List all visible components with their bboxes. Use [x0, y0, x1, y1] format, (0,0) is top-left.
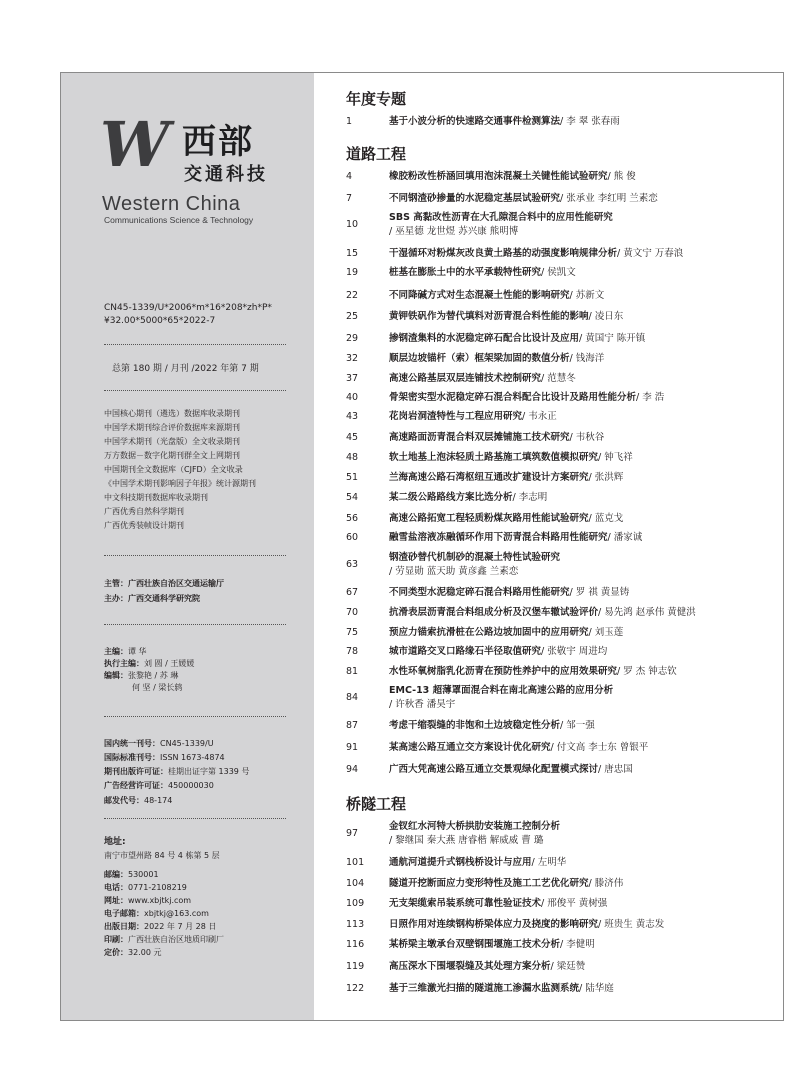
toc-page: 1 — [346, 116, 353, 127]
toc-page: 91 — [346, 742, 359, 753]
toc-page: 45 — [346, 432, 359, 443]
toc-authors: / 韦永正 — [522, 411, 557, 422]
contact-value: 0771-2108219 — [128, 883, 187, 892]
logo-english-name: Western China — [102, 193, 241, 215]
contact-label: 邮编： — [104, 870, 128, 879]
toc-page: 4 — [346, 171, 353, 182]
toc-authors: / 蓝克戈 — [588, 513, 624, 524]
toc-title: EMC-13 超薄罩面混合料在南北高速公路的应用分析 — [389, 685, 614, 696]
toc-title: 橡胶粉改性桥涵回填用泡沫混凝土关键性能试验研究 — [389, 171, 608, 182]
contact-value: 530001 — [128, 870, 159, 879]
toc-authors: / 钟飞祥 — [598, 452, 633, 463]
contact-value: 广西壮族自治区地质印刷厂 — [128, 935, 224, 944]
toc-authors: / 付文高 李士东 曾银平 — [550, 742, 649, 753]
section-heading: 年度专题 — [346, 90, 407, 108]
toc-page: 56 — [346, 513, 359, 524]
toc-page: 113 — [346, 919, 365, 930]
toc-page: 37 — [346, 373, 359, 384]
toc-authors: / 许秋香 潘昊宇 — [389, 699, 456, 710]
toc-title: 桩基在膨胀土中的水平承载特性研究 — [389, 267, 542, 278]
contact-label: 电话： — [104, 883, 128, 892]
toc-page: 29 — [346, 333, 359, 344]
registry-value: CN45-1339/U — [160, 739, 214, 748]
toc-title: 金钗红水河特大桥拱肋安装施工控制分析 — [389, 821, 561, 832]
contact-value: 32.00 元 — [128, 948, 162, 957]
toc-authors: / 巫星德 龙世煜 苏兴康 熊明博 — [389, 226, 519, 237]
toc-authors: / 班贵生 黄志发 — [598, 919, 665, 930]
toc-page: 78 — [346, 646, 359, 657]
logo-w-mark: W — [100, 108, 164, 181]
journal-logo — [100, 108, 290, 230]
toc-title: 通航河道提升式钢栈桥设计与应用 — [389, 857, 532, 868]
toc-authors: / 黄国宁 陈开镇 — [579, 333, 646, 344]
toc-authors: / 凌日东 — [588, 311, 624, 322]
indexing-item: 中国期刊全文数据库（CJFD）全文收录 — [104, 465, 243, 474]
toc-title: 高压深水下围堰裂缝及其处理方案分析 — [389, 961, 551, 972]
toc-title: 基于小波分析的快速路交通事件检测算法 — [389, 116, 561, 127]
toc-page: 75 — [346, 627, 359, 638]
toc-title: SBS 高黏改性沥青在大孔隙混合料中的应用性能研究 — [389, 212, 613, 223]
toc-authors: / 李志明 — [512, 492, 548, 503]
toc-page: 70 — [346, 607, 359, 618]
registry-label: 国际标准刊号： — [104, 753, 160, 762]
toc-authors: / 熊 俊 — [607, 171, 636, 182]
toc-authors: / 李 翠 张春雨 — [560, 116, 620, 127]
toc-title: 不同降碱方式对生态混凝土性能的影响研究 — [389, 290, 570, 301]
toc-title: 日照作用对连续钢构桥梁体应力及挠度的影响研究 — [389, 919, 599, 930]
toc-page: 7 — [346, 193, 353, 204]
toc-page: 97 — [346, 828, 359, 839]
catalog-code-line: CN45-1339/U*2006*m*16*208*zh*P* — [104, 303, 272, 313]
toc-page: 94 — [346, 764, 359, 775]
toc-title: 软土地基上泡沫轻质土路基施工填筑数值模拟研究 — [389, 452, 599, 463]
toc-authors: / 罗 杰 钟志钦 — [617, 666, 677, 677]
toc-page: 40 — [346, 392, 359, 403]
toc-authors: / 潘家诚 — [607, 532, 643, 543]
toc-page: 119 — [346, 961, 365, 972]
toc-authors: / 易先鸿 赵承伟 黄健洪 — [598, 607, 696, 618]
toc-title: 不同类型水泥稳定碎石混合料路用性能研究 — [389, 587, 570, 598]
logo-chinese-name: 西部 — [182, 122, 254, 162]
contact-label: 电子邮箱： — [104, 909, 144, 918]
toc-authors: / 苏新文 — [569, 290, 605, 301]
divider — [104, 390, 286, 391]
issue-info: 总第 180 期 / 月刊 /2022 年第 7 期 — [112, 364, 259, 374]
registry-value: 桂期出证字第 1339 号 — [168, 767, 250, 776]
indexing-item: 中国学术期刊综合评价数据库来源期刊 — [104, 423, 240, 432]
contact-label: 定价： — [104, 948, 128, 957]
toc-page: 116 — [346, 939, 365, 950]
registry-label: 国内统一刊号： — [104, 739, 160, 748]
toc-authors: / 邢俊平 黄树强 — [541, 898, 608, 909]
toc-authors: / 黄文宁 万春浪 — [617, 248, 684, 259]
toc-title: 干湿循环对粉煤灰改良黄土路基的动强度影响规律分析 — [389, 248, 618, 259]
toc-page: 122 — [346, 983, 365, 994]
registry-label: 期刊出版许可证： — [104, 767, 168, 776]
address-value: 南宁市望州路 84 号 4 栋第 5 层 — [104, 851, 220, 860]
supervisor-info: 主管：广西壮族自治区交通运输厅 — [104, 579, 224, 588]
toc-authors: / 张承业 李红明 兰素恋 — [560, 193, 658, 204]
toc-title: 广西大凭高速公路互通立交景观绿化配置模式探讨 — [389, 764, 599, 775]
divider — [104, 555, 286, 556]
toc-title: 城市道路交叉口路缘石半径取值研究 — [389, 646, 542, 657]
sponsor-info: 主办：广西交通科学研究院 — [104, 594, 200, 603]
toc-page: 63 — [346, 559, 359, 570]
indexing-item: 中国核心期刊（遴选）数据库收录期刊 — [104, 409, 240, 418]
registry-value: 450000030 — [168, 781, 214, 790]
toc-authors: / 陆华庭 — [579, 983, 614, 994]
section-heading: 道路工程 — [346, 145, 407, 163]
toc-title: 预应力锚索抗滑桩在公路边坡加固中的应用研究 — [389, 627, 589, 638]
toc-authors: / 邹一强 — [560, 720, 595, 731]
toc-page: 67 — [346, 587, 359, 598]
editor-name: 何 坚 / 梁长鸫 — [132, 683, 183, 692]
toc-title: 不同钢渣砂掺量的水泥稳定基层试验研究 — [389, 193, 561, 204]
indexing-item: 广西优秀自然科学期刊 — [104, 507, 184, 516]
toc-title: 高速公路拓宽工程轻质粉煤灰路用性能试验研究 — [389, 513, 589, 524]
toc-title: 掺钢渣集料的水泥稳定碎石配合比设计及应用 — [389, 333, 580, 344]
toc-page: 84 — [346, 692, 359, 703]
toc-authors: / 梁廷赞 — [550, 961, 586, 972]
toc-page: 104 — [346, 878, 365, 889]
toc-title: 黄钾铁矾作为替代填料对沥青混合料性能的影响 — [389, 311, 589, 322]
contact-value: 2022 年 7 月 28 日 — [144, 922, 217, 931]
toc-page: 19 — [346, 267, 359, 278]
registry-value: ISSN 1673-4874 — [160, 753, 225, 762]
website-link[interactable]: www.xbjtkj.com — [128, 896, 192, 905]
toc-title: 无支架缆索吊装系统可靠性验证技术 — [389, 898, 542, 909]
toc-authors: / 左明华 — [531, 857, 567, 868]
toc-title: 高速路面沥青混合料双层摊铺施工技术研究 — [389, 432, 570, 443]
divider — [104, 818, 286, 819]
toc-title: 钢渣砂替代机制砂的混凝土特性试验研究 — [389, 552, 561, 563]
toc-page: 60 — [346, 532, 359, 543]
toc-title: 隧道开挖断面应力变形特性及施工工艺优化研究 — [389, 878, 589, 889]
toc-authors: / 钱海洋 — [569, 353, 605, 364]
toc-title: 考虑干缩裂缝的非饱和土边坡稳定性分析 — [389, 720, 561, 731]
indexing-item: 中国学术期刊（光盘版）全文收录期刊 — [104, 437, 240, 446]
toc-authors: / 张敬宇 周进均 — [541, 646, 608, 657]
toc-title: 骨架密实型水泥稳定碎石混合料配合比设计及路用性能分析 — [389, 392, 637, 403]
toc-page: 22 — [346, 290, 359, 301]
editor-name: 谭 华 — [128, 647, 147, 656]
toc-page: 109 — [346, 898, 365, 909]
toc-page: 43 — [346, 411, 359, 422]
toc-title: 基于三维激光扫描的隧道施工渗漏水监测系统 — [389, 983, 580, 994]
catalog-code-line: ¥32.00*5000*65*2022-7 — [104, 316, 216, 326]
toc-page: 87 — [346, 720, 359, 731]
toc-title: 融雪盐溶液冻融循环作用下沥青混合料路用性能研究 — [389, 532, 608, 543]
toc-title: 某桥梁主墩承台双壁钢围堰施工技术分析 — [389, 939, 561, 950]
toc-authors: / 刘玉莲 — [588, 627, 624, 638]
indexing-item: 《中国学术期刊影响因子年报》统计源期刊 — [104, 479, 256, 488]
toc-authors: / 劳显勋 蓝天助 黄彦鑫 兰素恋 — [389, 566, 519, 577]
divider — [104, 344, 286, 345]
editor-role: 主编： — [104, 647, 128, 656]
toc-authors: / 罗 祺 黄显铸 — [569, 587, 630, 598]
toc-page: 10 — [346, 219, 359, 230]
editor-role: 执行主编： — [104, 659, 144, 668]
toc-title: 抗滑表层沥青混合料组成分析及汉堡车辙试验评价 — [389, 607, 599, 618]
contact-label: 出版日期： — [104, 922, 144, 931]
editor-name: 张黎艳 / 苏 琳 — [128, 671, 179, 680]
indexing-item: 广西优秀装帧设计期刊 — [104, 521, 184, 530]
section-heading: 桥隧工程 — [346, 795, 407, 813]
contact-label: 印刷： — [104, 935, 128, 944]
toc-title: 高速公路基层双层连铺技术控制研究 — [389, 373, 542, 384]
address-label: 地址: — [104, 837, 126, 847]
indexing-item: 中文科技期刊数据库收录期刊 — [104, 493, 208, 502]
contact-label: 网址： — [104, 896, 128, 905]
registry-value: 48-174 — [144, 796, 173, 805]
toc-authors: / 范慧冬 — [541, 373, 576, 384]
toc-page: 51 — [346, 472, 359, 483]
toc-page: 101 — [346, 857, 365, 868]
divider — [104, 716, 286, 717]
toc-authors: / 李健明 — [560, 939, 595, 950]
toc-authors: / 滕济伟 — [588, 878, 624, 889]
toc-authors: / 唐忠国 — [598, 764, 633, 775]
toc-title: 水性环氧树脂乳化沥青在预防性养护中的应用效果研究 — [389, 666, 618, 677]
toc-title: 顺层边坡锚杆（索）框架梁加固的数值分析 — [389, 353, 570, 364]
toc-authors: / 侯凯文 — [541, 267, 576, 278]
logo-english-subtitle: Communications Science & Technology — [104, 215, 254, 225]
editor-name: 刘 圆 / 王媛媛 — [144, 659, 195, 668]
divider — [104, 624, 286, 625]
email-link[interactable]: xbjtkj@163.com — [144, 909, 209, 918]
toc-authors: / 张洪辉 — [588, 472, 624, 483]
toc-page: 15 — [346, 248, 359, 259]
toc-title: 某二级公路路线方案比选分析 — [389, 492, 513, 503]
toc-page: 54 — [346, 492, 359, 503]
toc-title: 某高速公路互通立交方案设计优化研究 — [389, 742, 551, 753]
toc-authors: / 黎继国 秦大燕 唐睿楷 解威威 曹 璐 — [389, 835, 544, 846]
toc-page: 48 — [346, 452, 359, 463]
toc-authors: / 李 浩 — [636, 392, 665, 403]
toc-page: 81 — [346, 666, 359, 677]
toc-title: 兰海高速公路石湾枢纽互通改扩建设计方案研究 — [389, 472, 589, 483]
registry-label: 邮发代号： — [104, 796, 144, 805]
toc-page: 32 — [346, 353, 359, 364]
logo-chinese-subtitle: 交通科技 — [184, 164, 268, 185]
registry-label: 广告经营许可证： — [104, 781, 168, 790]
editor-role: 编辑： — [104, 671, 128, 680]
indexing-item: 万方数据－数字化期刊群全文上网期刊 — [104, 451, 240, 460]
toc-authors: / 韦秋谷 — [569, 432, 605, 443]
toc-title: 花岗岩洞渣特性与工程应用研究 — [389, 411, 523, 422]
toc-page: 25 — [346, 311, 359, 322]
